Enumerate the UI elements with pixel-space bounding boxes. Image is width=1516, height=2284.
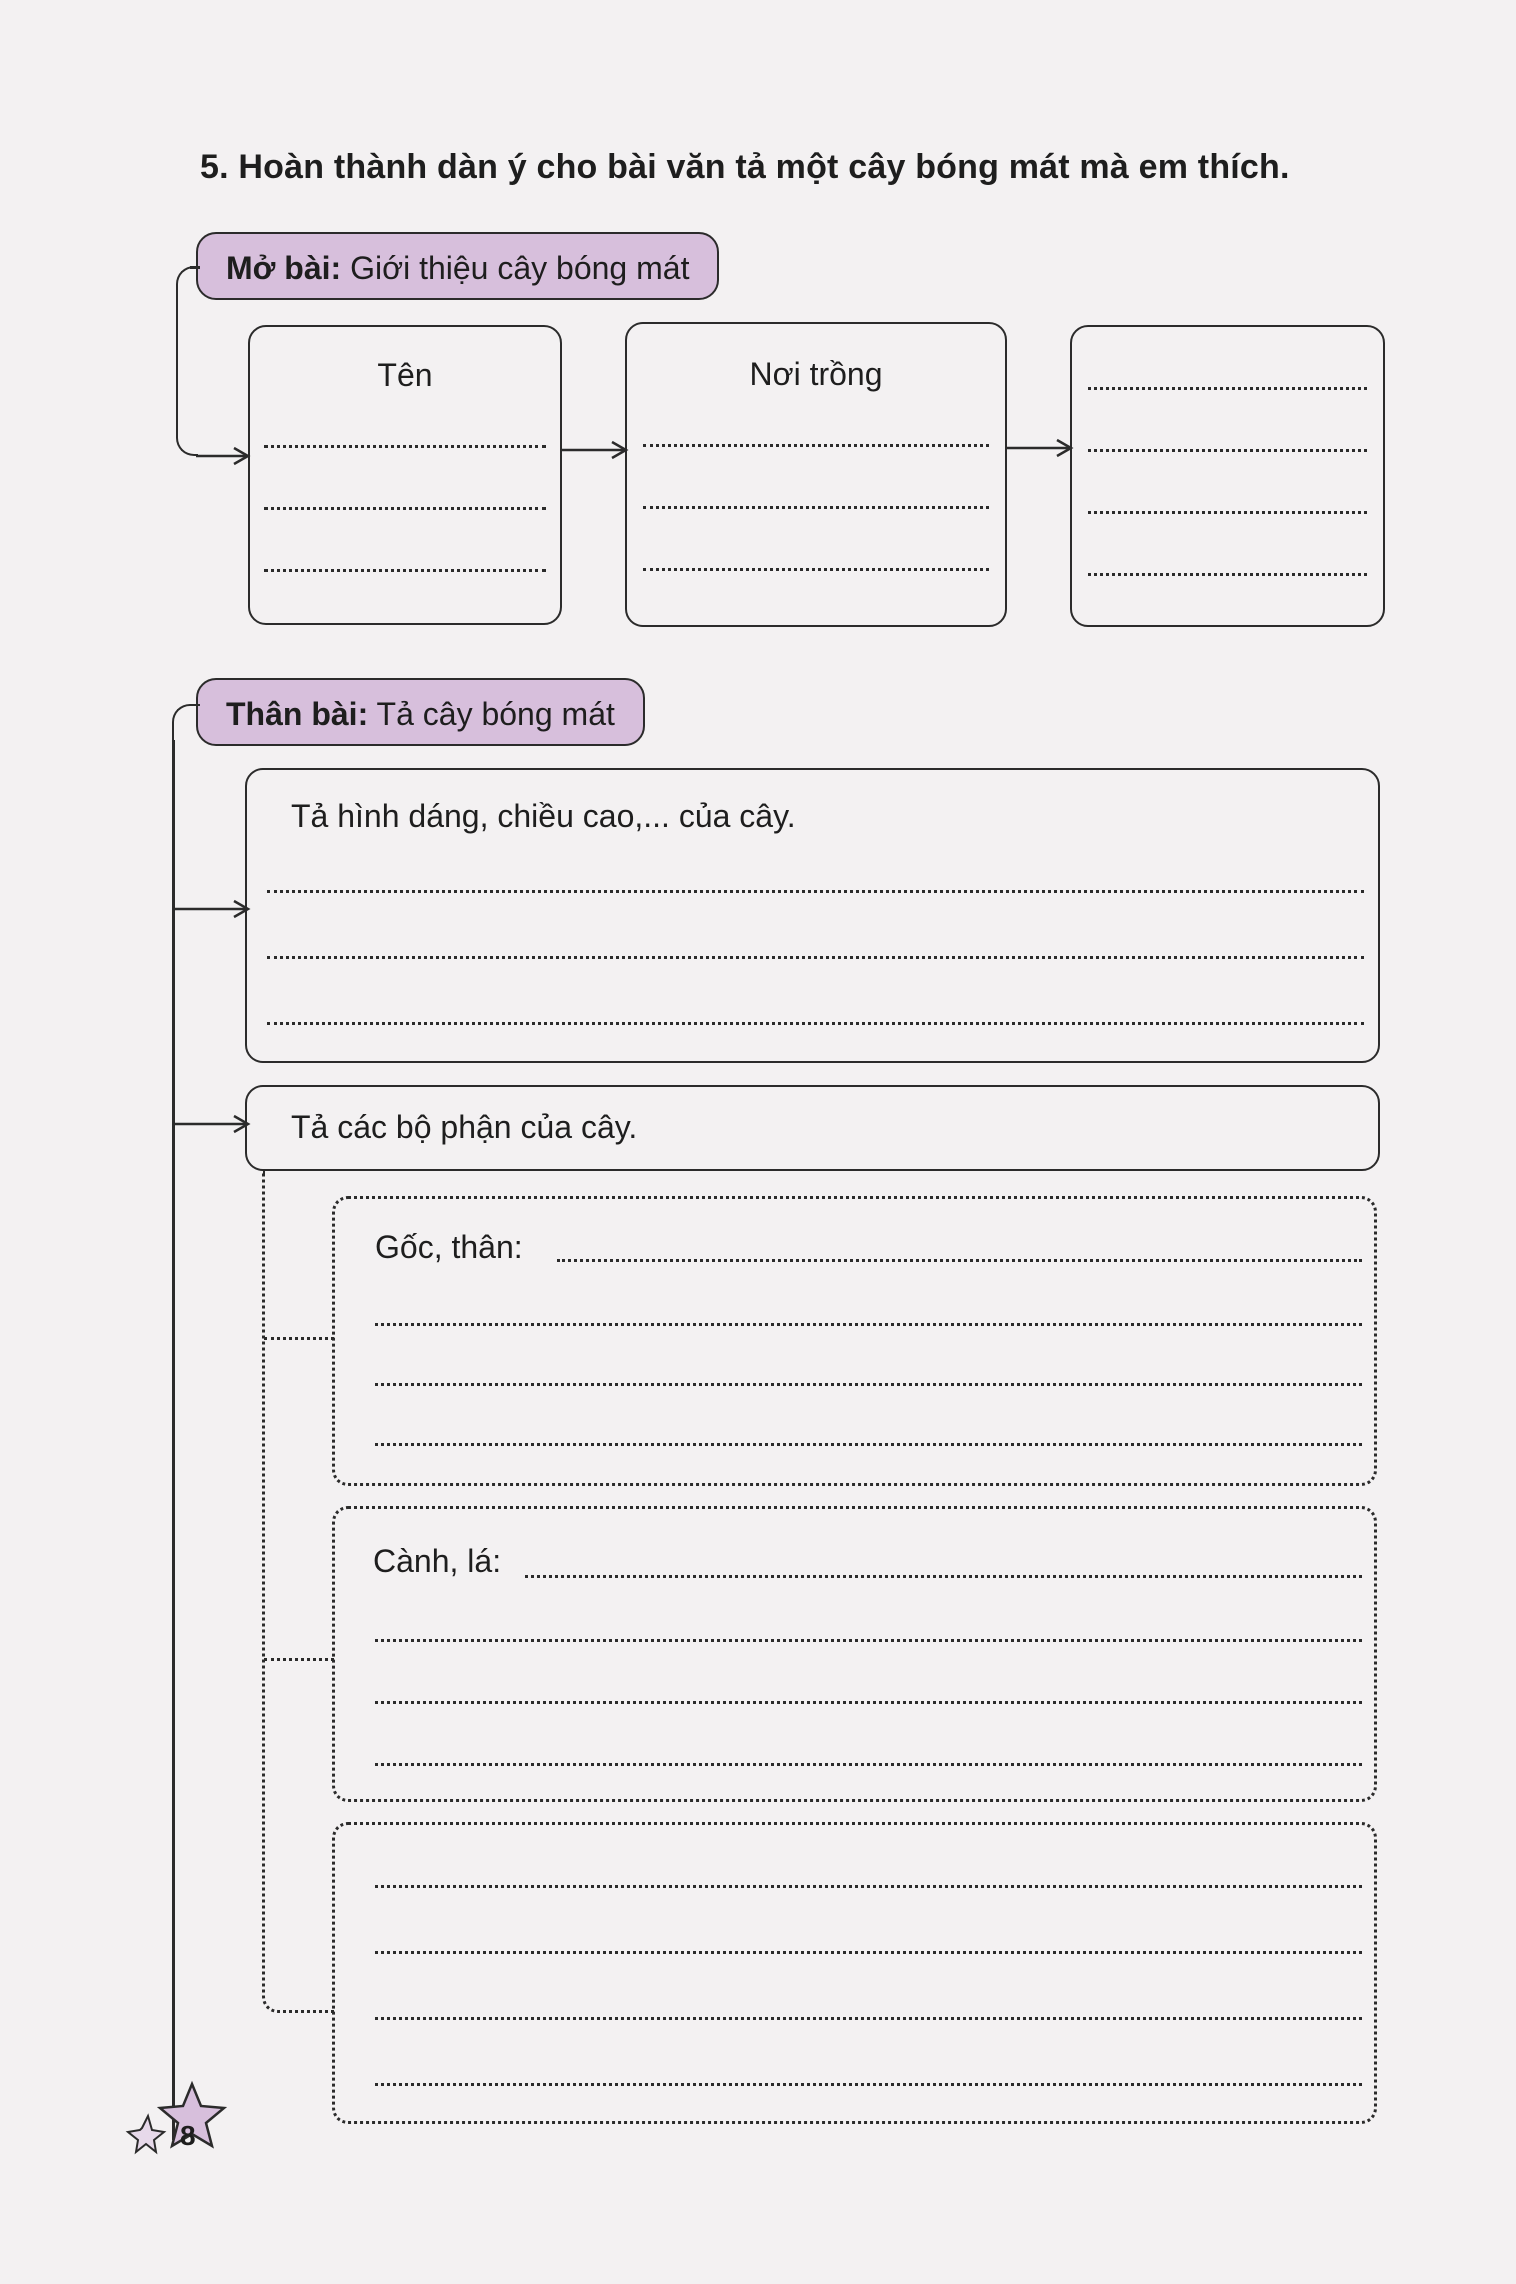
answer-line[interactable] xyxy=(375,1323,1362,1326)
arrow-icon xyxy=(174,897,252,921)
answer-line[interactable] xyxy=(375,1701,1362,1704)
sub-bracket xyxy=(262,1171,334,2013)
answer-line[interactable] xyxy=(375,1885,1362,1888)
ten-box xyxy=(248,325,562,625)
parts-label: Tả các bộ phận của cây. xyxy=(291,1109,638,1145)
answer-line[interactable] xyxy=(643,506,989,509)
goc-than-box xyxy=(332,1196,1377,1486)
answer-line[interactable] xyxy=(643,568,989,571)
noi-trong-label: Nơi trồng xyxy=(749,356,883,392)
answer-line[interactable] xyxy=(264,507,546,510)
than-bai-tag xyxy=(196,678,645,746)
answer-line[interactable] xyxy=(1088,387,1367,390)
extra-part-box xyxy=(332,1822,1377,2124)
answer-line[interactable] xyxy=(1088,573,1367,576)
answer-line[interactable] xyxy=(375,2083,1362,2086)
mo-bai-label: Mở bài: xyxy=(226,250,342,286)
canh-la-label: Cành, lá: xyxy=(373,1543,502,1579)
noi-trong-box xyxy=(625,322,1007,627)
arrow-icon xyxy=(196,444,252,468)
answer-line[interactable] xyxy=(375,1639,1362,1642)
answer-line[interactable] xyxy=(267,956,1364,959)
ten-label: Tên xyxy=(377,357,433,393)
arrow-icon xyxy=(174,1112,252,1136)
than-bai-text: Tả cây bóng mát xyxy=(368,696,615,732)
answer-line[interactable] xyxy=(375,1763,1362,1766)
parts-box xyxy=(245,1085,1380,1171)
exercise-title: 5. Hoàn thành dàn ý cho bài văn tả một cây bóng mát mà em thích. xyxy=(200,148,1290,186)
other-box xyxy=(1070,325,1385,627)
answer-line[interactable] xyxy=(264,445,546,448)
answer-line[interactable] xyxy=(375,1383,1362,1386)
shape-box xyxy=(245,768,1380,1063)
answer-line[interactable] xyxy=(267,890,1364,893)
shape-label: Tả hình dáng, chiều cao,... của cây. xyxy=(291,798,796,834)
answer-line[interactable] xyxy=(1088,449,1367,452)
answer-line[interactable] xyxy=(1088,511,1367,514)
goc-than-label: Gốc, thân: xyxy=(375,1229,523,1265)
canh-la-box xyxy=(332,1506,1377,1802)
answer-line[interactable] xyxy=(525,1575,1362,1578)
than-bai-label: Thân bài: xyxy=(226,696,369,732)
arrow-icon xyxy=(562,438,630,462)
mo-bai-tag xyxy=(196,232,719,300)
arrow-icon xyxy=(1007,436,1075,460)
page-number: 8 xyxy=(180,2120,196,2151)
mo-bai-text: Giới thiệu cây bóng mát xyxy=(341,250,690,286)
answer-line[interactable] xyxy=(375,1951,1362,1954)
answer-line[interactable] xyxy=(267,1022,1364,1025)
star-icon xyxy=(110,2080,230,2160)
answer-line[interactable] xyxy=(557,1259,1362,1262)
answer-line[interactable] xyxy=(643,444,989,447)
answer-line[interactable] xyxy=(375,2017,1362,2020)
answer-line[interactable] xyxy=(375,1443,1362,1446)
answer-line[interactable] xyxy=(264,569,546,572)
